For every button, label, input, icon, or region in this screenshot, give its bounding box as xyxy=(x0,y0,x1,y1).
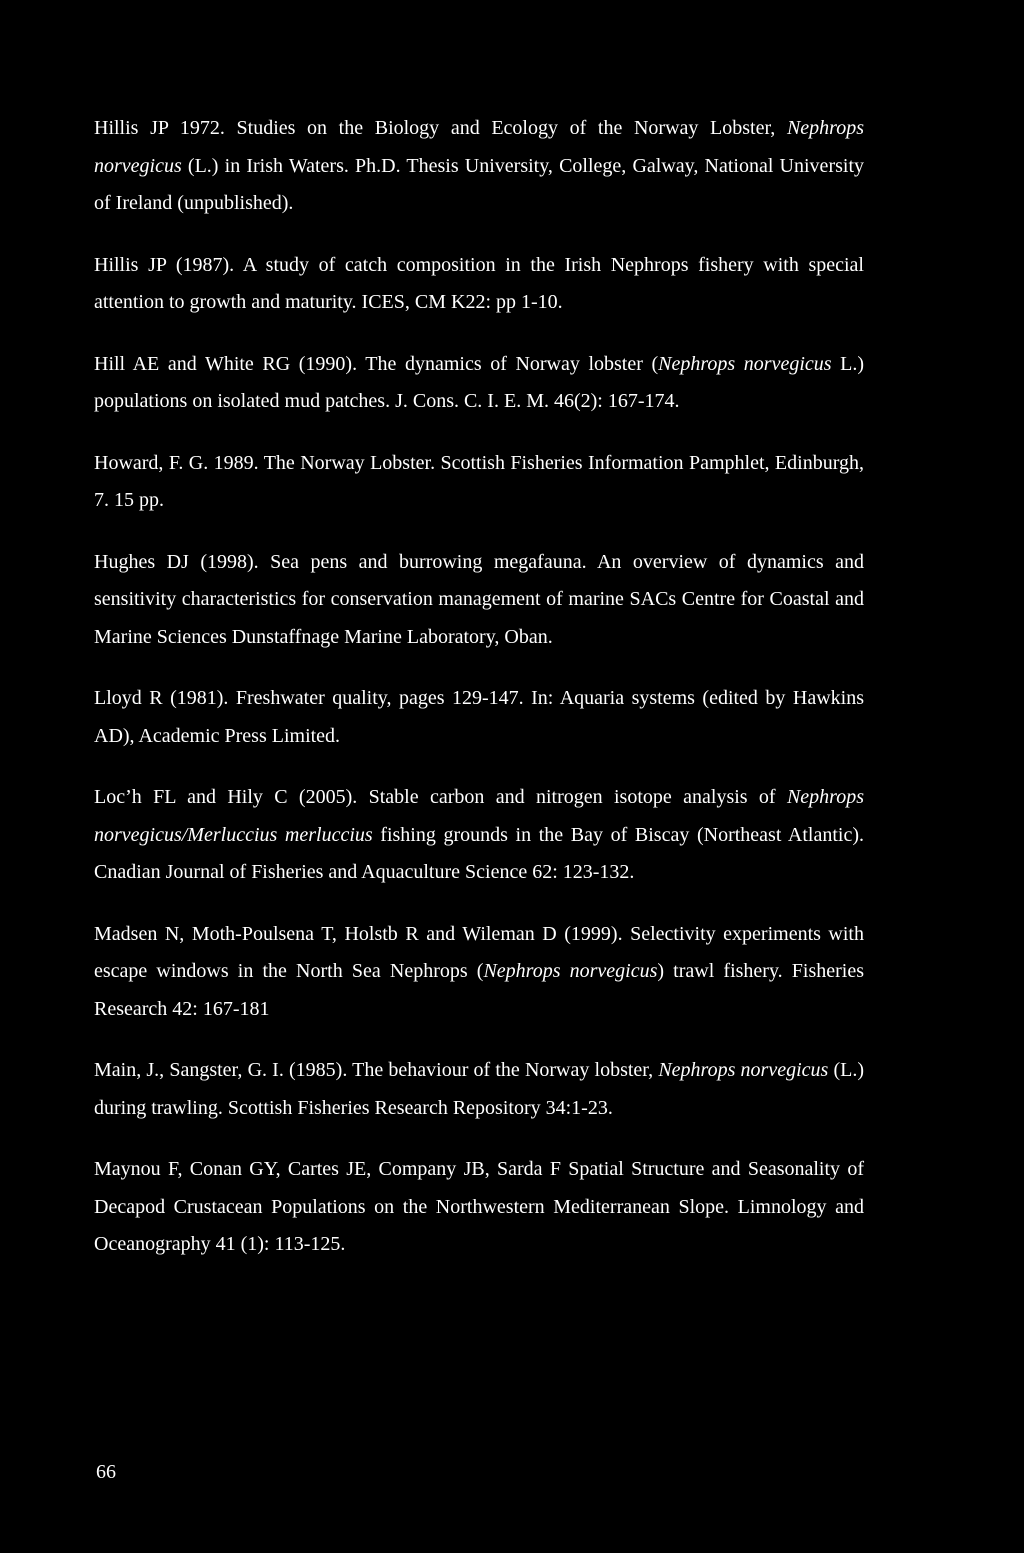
reference-entry: Main, J., Sangster, G. I. (1985). The behaviour of the Norway lobster, Nephrops norvegicus (L.) during trawling. Scottish Fisheries Research Repository 34:1-23. xyxy=(94,1059,864,1119)
reference-entry: Hillis JP (1987). A study of catch composition in the Irish Nephrops fishery with special attention to growth and maturity. ICES, CM K22: pp 1-10. xyxy=(94,253,864,313)
page-number: 66 xyxy=(96,1461,116,1483)
reference-entry: Howard, F. G. 1989. The Norway Lobster. Scottish Fisheries Information Pamphlet, Edinburgh, 7. 15 pp. xyxy=(94,451,864,511)
reference-entry: Hughes DJ (1998). Sea pens and burrowing megafauna. An overview of dynamics and sensitivity characteristics for conservation management of marine SACs Centre for Coastal and Marine Sciences Dunstaffnage Marine Laboratory, Oban. xyxy=(94,550,864,648)
reference-entry: Lloyd R (1981). Freshwater quality, pages 129-147. In: Aquaria systems (edited by Hawkins AD), Academic Press Limited. xyxy=(94,687,864,747)
reference-list xyxy=(94,110,864,1264)
reference-entry: Maynou F, Conan GY, Cartes JE, Company JB, Sarda F Spatial Structure and Seasonality of Decapod Crustacean Populations on the Northwestern Mediterranean Slope. Limnology and Oceanography 41 (1): 113-125. xyxy=(94,1158,864,1255)
reference-entry: Hill AE and White RG (1990). The dynamics of Norway lobster (Nephrops norvegicus L.) populations on isolated mud patches. J. Cons. C. I. E. M. 46(2): 167-174. xyxy=(94,352,865,412)
reference-entry: Madsen N, Moth-Poulsena T, Holstb R and Wileman D (1999). Selectivity experiments with escape windows in the North Sea Nephrops (Nephrops norvegicus) trawl fishery. Fisheries Research 42: 167-181 xyxy=(94,922,864,1020)
reference-entry: Hillis JP 1972. Studies on the Biology and Ecology of the Norway Lobster, Nephrops norvegicus (L.) in Irish Waters. Ph.D. Thesis University, College, Galway, National University of Ireland (unpublished). xyxy=(94,117,864,214)
reference-entry: Loc’h FL and Hily C (2005). Stable carbon and nitrogen isotope analysis of Nephrops norvegicus/Merluccius merluccius fishing grounds in the Bay of Biscay (Northeast Atlantic). Cnadian Journal of Fisheries and Aquaculture Science 62: 123-132. xyxy=(94,786,864,883)
